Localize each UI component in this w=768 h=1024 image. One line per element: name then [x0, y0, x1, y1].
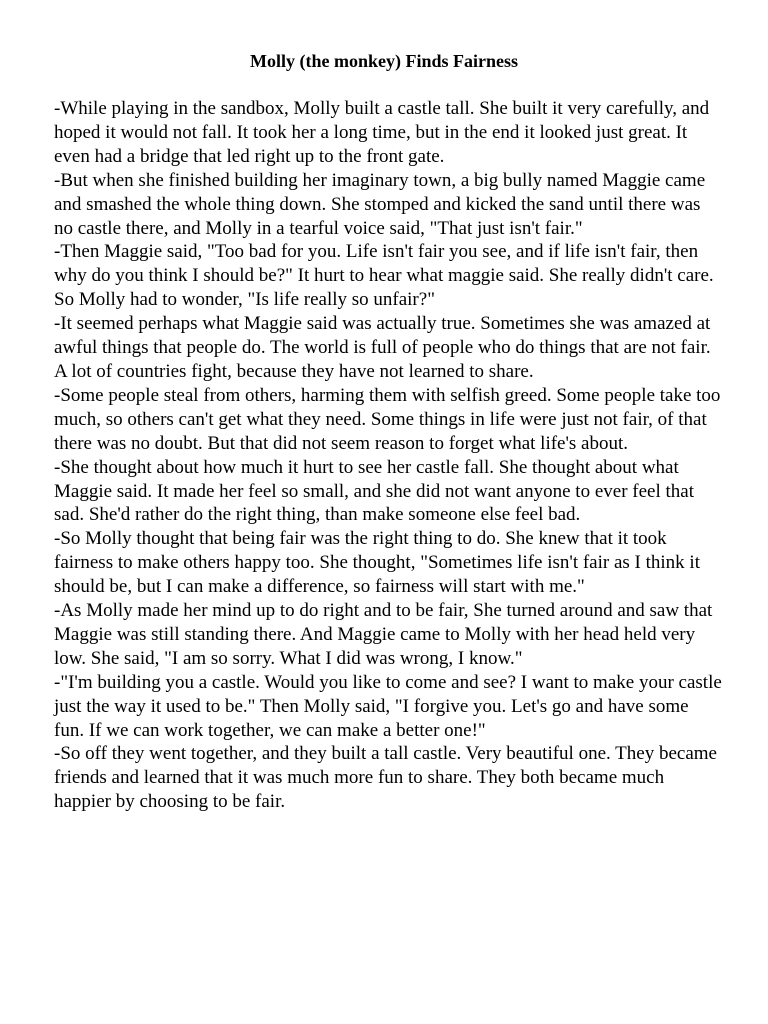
paragraph-5: -Some people steal from others, harming them with selfish greed. Some people take too much, so others can't get what they need. Some things in life were just not fair, of that there was no doubt. But that did not seem reason to forget what life's about. [54, 384, 721, 454]
paragraph-7: -So Molly thought that being fair was the right thing to do. She knew that it took fairness to make others happy too. She thought, "Sometimes life isn't fair as I think it should be, but I can make a difference, so fairness will start with me." [54, 528, 700, 598]
paragraph-1: -While playing in the sandbox, Molly built a castle tall. She built it very carefully, and hoped it would not fall. It took her a long time, but in the end it looked just great. It even had a bridge that led right up to the front gate. [54, 98, 710, 167]
paragraph-9: -"I'm building you a castle. Would you like to come and see? I want to make your castle just the way it used to be." Then Molly said, "I forgive you. Let's go and have some fun. If we can work together, we can make a better one!" [54, 671, 722, 741]
paragraph-2: -But when she finished building her imaginary town, a big bully named Maggie came and smashed the whole thing down. She stomped and kicked the sand until there was no castle there, and Molly in a tearful voice said, "That just isn't fair." [54, 169, 706, 239]
paragraph-4: -It seemed perhaps what Maggie said was actually true. Sometimes she was amazed at awful things that people do. The world is full of people who do things that are not fair. A lot of countries fight, because they have not learned to share. [54, 313, 711, 382]
paragraph-6: -She thought about how much it hurt to see her castle fall. She thought about what Maggie said. It made her feel so small, and she did not want anyone to ever feel that sad. She'd rather do the right thing, than make someone else feel bad. [54, 456, 694, 526]
document-body [54, 97, 722, 814]
document-title: Molly (the monkey) Finds Fairness [250, 51, 518, 71]
paragraph-3: -Then Maggie said, "Too bad for you. Life isn't fair you see, and if life isn't fair, then why do you think I should be?" It hurt to hear what maggie said. She really didn't care. So Molly had to wonder, "Is life really so unfair?" [54, 241, 714, 311]
paragraph-10: -So off they went together, and they built a tall castle. Very beautiful one. They became friends and learned that it was much more fun to share. They both became much happier by choosing to be fair. [54, 743, 717, 813]
paragraph-8: -As Molly made her mind up to do right and to be fair, She turned around and saw that Maggie was still standing there. And Maggie came to Molly with her head held very low. She said, "I am so sorry. What I did was wrong, I know." [54, 600, 713, 669]
